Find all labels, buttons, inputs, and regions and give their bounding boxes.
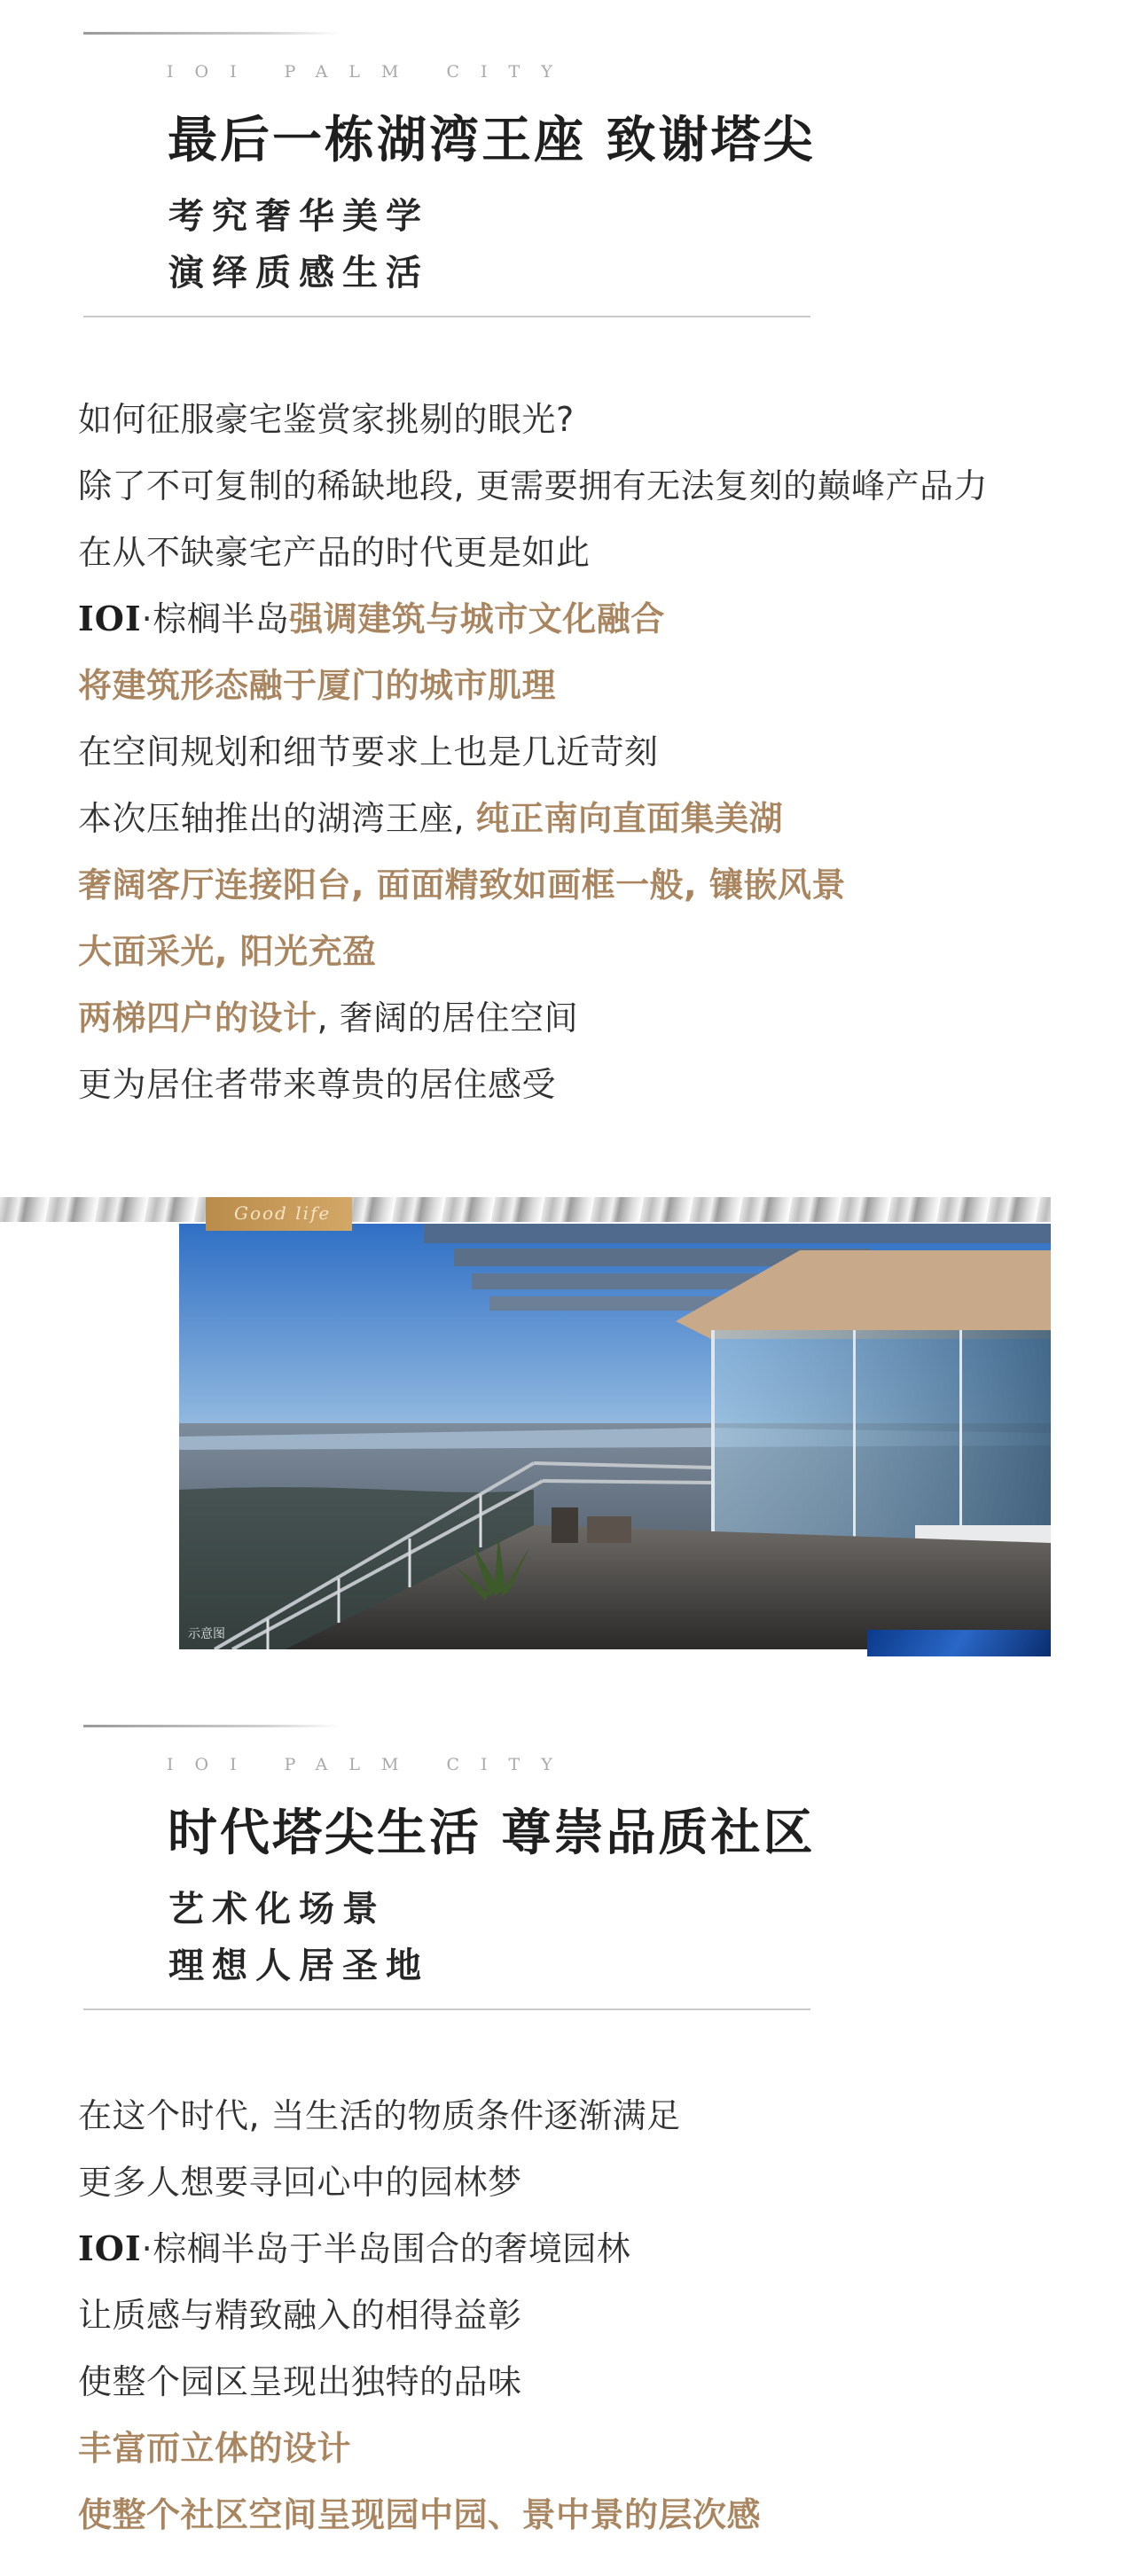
highlight-text: 大面采光, 阳光充盈 (78, 932, 377, 971)
terrace-view-image (179, 1224, 1051, 1649)
brand-name: IOI (78, 599, 142, 638)
text-line: 在空间规划和细节要求上也是几近苛刻 (78, 732, 659, 771)
highlight-text: 奢阔客厅连接阳台, 面面精致如画框一般, 镶嵌风景 (78, 865, 846, 904)
text-line (78, 2494, 761, 2535)
text-line (78, 798, 783, 839)
section-subtitle-1: 考究奢华美学 (168, 196, 429, 237)
text-line (78, 2428, 351, 2469)
text-line (78, 998, 578, 1038)
text-line: 在从不缺豪宅产品的时代更是如此 (78, 533, 591, 572)
text-line: 在这个时代, 当生活的物质条件逐渐满足 (78, 2096, 681, 2135)
project-name: ·棕榈半岛 (141, 599, 290, 638)
text-line: 让质感与精致融入的相得益彰 (78, 2296, 522, 2335)
section-subtitle-2: 理想人居圣地 (168, 1946, 429, 1986)
highlight-text: 将建筑形态融于厦门的城市肌理 (78, 666, 557, 705)
header-bottom-rule (83, 316, 810, 317)
tag-script-text: Good life (234, 1202, 332, 1224)
terrace-illustration (179, 1224, 1051, 1649)
body-text-1 (78, 399, 1071, 1126)
header-bottom-rule (83, 2008, 810, 2010)
highlight-text: 纯正南向直面集美湖 (475, 799, 784, 838)
marble-strip (0, 1197, 1051, 1222)
plain-text: 本次压轴推出的湖湾王座, (78, 799, 476, 838)
highlight-text: 使整个社区空间呈现园中园、景中景的层次感 (78, 2495, 762, 2534)
highlight-text: 强调建筑与城市文化融合 (289, 599, 665, 638)
header-top-rule (83, 1725, 340, 1727)
text-line (78, 599, 665, 639)
plain-text: ·棕榈半岛于半岛围合的奢境园林 (141, 2229, 631, 2268)
photo-caption: 示意图 (188, 1627, 225, 1641)
text-line (78, 665, 556, 706)
plain-text: , 奢阔的居住空间 (317, 998, 579, 1037)
section-header-2 (83, 1725, 816, 2017)
brand-name: IOI (78, 2228, 142, 2268)
brand-wordmark: IOI PALM CITY (167, 62, 574, 82)
header-top-rule (83, 32, 340, 35)
text-line: 除了不可复制的稀缺地段, 更需要拥有无法复刻的巅峰产品力 (78, 466, 989, 505)
section-header-1 (83, 32, 816, 325)
section-title: 时代塔尖生活 尊崇品质社区 (168, 1805, 816, 1862)
blue-accent-block (867, 1630, 1051, 1656)
section-title: 最后一栋湖湾王座 致谢塔尖 (168, 112, 816, 169)
brand-wordmark: IOI PALM CITY (167, 1755, 574, 1774)
body-text-2 (78, 2095, 1071, 2556)
text-line (78, 2228, 630, 2269)
text-line: 更多人想要寻回心中的园林梦 (78, 2163, 522, 2202)
text-line (78, 931, 377, 972)
text-line: 更为居住者带来尊贵的居住感受 (78, 1065, 557, 1104)
section-subtitle-2: 演绎质感生活 (168, 253, 429, 294)
highlight-text: 丰富而立体的设计 (78, 2429, 352, 2468)
highlight-text: 两梯四户的设计 (78, 998, 317, 1037)
text-line: 如何征服豪宅鉴赏家挑剔的眼光? (78, 400, 575, 439)
terrace-photo-block (0, 1197, 1135, 1658)
section-subtitle-1: 艺术化场景 (168, 1889, 386, 1930)
text-line (78, 865, 846, 905)
text-line: 使整个园区呈现出独特的品味 (78, 2362, 522, 2401)
